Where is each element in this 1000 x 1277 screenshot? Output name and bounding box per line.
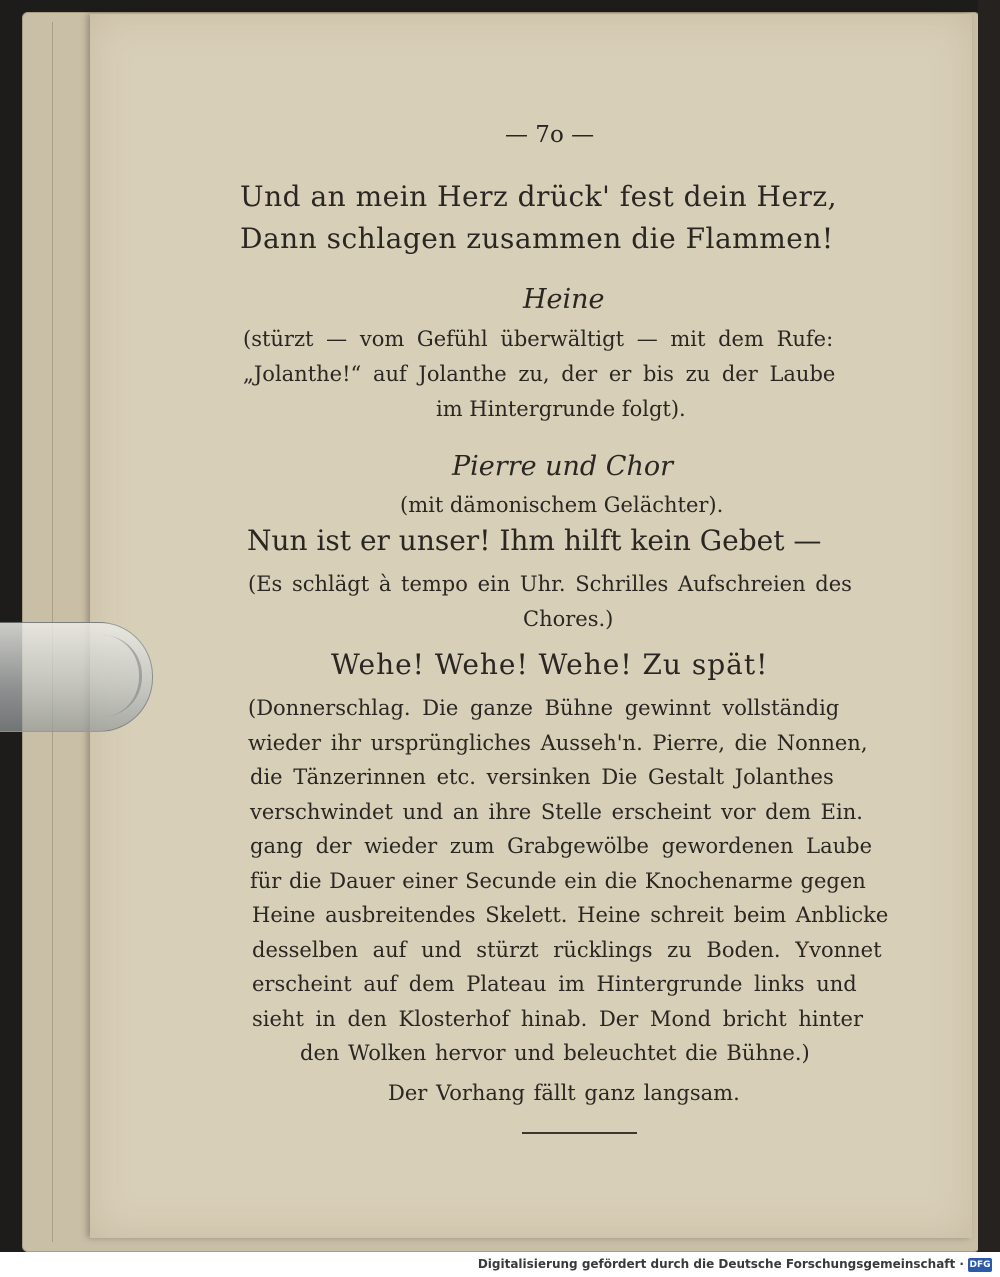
stage-direction-3-line-1: (Es schlägt à tempo ein Uhr. Schrilles Aufschreien des xyxy=(248,572,852,596)
stage-direction-4-line-3: die Tänzerinnen etc. versinken Die Gestalt Jolanthes xyxy=(250,765,834,789)
stage-direction-1-line-2: „Jolanthe!“ auf Jolanthe zu, der er bis zu der Laube xyxy=(243,362,836,386)
dfg-logo: DFG xyxy=(969,1260,991,1270)
verse-line-1: Und an mein Herz drück' fest dein Herz, xyxy=(240,180,838,213)
stage-direction-4-line-5: gang der wieder zum Grabgewölbe gewordenen Laube xyxy=(250,834,873,858)
stage-direction-3-line-2: Chores.) xyxy=(523,607,614,631)
verse-line-2: Dann schlagen zusammen die Flammen! xyxy=(240,222,834,255)
stage-direction-4-line-7: Heine ausbreitendes Skelett. Heine schreit beim Anblicke xyxy=(252,903,889,927)
stage-direction-4-line-4: verschwindet und an ihre Stelle erscheint vor dem Ein. xyxy=(250,800,863,824)
page-number: — 7o — xyxy=(505,122,595,148)
stage-direction-2: (mit dämonischem Gelächter). xyxy=(400,493,724,517)
stage-direction-1-line-3: im Hintergrunde folgt). xyxy=(436,397,686,421)
speaker-pierre-und-chor: Pierre und Chor xyxy=(452,451,674,482)
section-divider xyxy=(522,1132,637,1134)
stage-direction-1-line-1: (stürzt — vom Gefühl überwältigt — mit dem Rufe: xyxy=(243,327,834,351)
stage-direction-4-line-11: den Wolken hervor und beleuchtet die Bühne.) xyxy=(300,1041,810,1065)
stage-direction-4-line-1: (Donnerschlag. Die ganze Bühne gewinnt vollständig xyxy=(248,696,840,720)
closing-direction: Der Vorhang fällt ganz langsam. xyxy=(388,1081,740,1105)
stage-direction-4-line-6: für die Dauer einer Secunde ein die Knochenarme gegen xyxy=(250,869,866,893)
glass-clip-edge xyxy=(99,635,142,717)
stage-direction-4-line-9: erscheint auf dem Plateau im Hintergrunde links und xyxy=(252,972,857,996)
glass-page-clip xyxy=(0,622,153,732)
stage-direction-4-line-2: wieder ihr ursprüngliches Ausseh'n. Pierre, die Nonnen, xyxy=(248,731,868,755)
verse-line-3: Nun ist er unser! Ihm hilft kein Gebet — xyxy=(247,524,822,557)
scan-background-edge xyxy=(978,0,1000,1252)
footer-band xyxy=(0,1252,1000,1277)
stage-direction-4-line-8: desselben auf und stürzt rücklings zu Boden. Yvonnet xyxy=(252,938,882,962)
dfg-credit-text: Digitalisierung gefördert durch die Deutsche Forschungsgemeinschaft · xyxy=(477,1257,964,1271)
stage-direction-4-line-10: sieht in den Klosterhof hinab. Der Mond bricht hinter xyxy=(252,1007,864,1031)
speaker-heine: Heine xyxy=(523,284,605,315)
verse-line-4: Wehe! Wehe! Wehe! Zu spät! xyxy=(331,648,769,681)
